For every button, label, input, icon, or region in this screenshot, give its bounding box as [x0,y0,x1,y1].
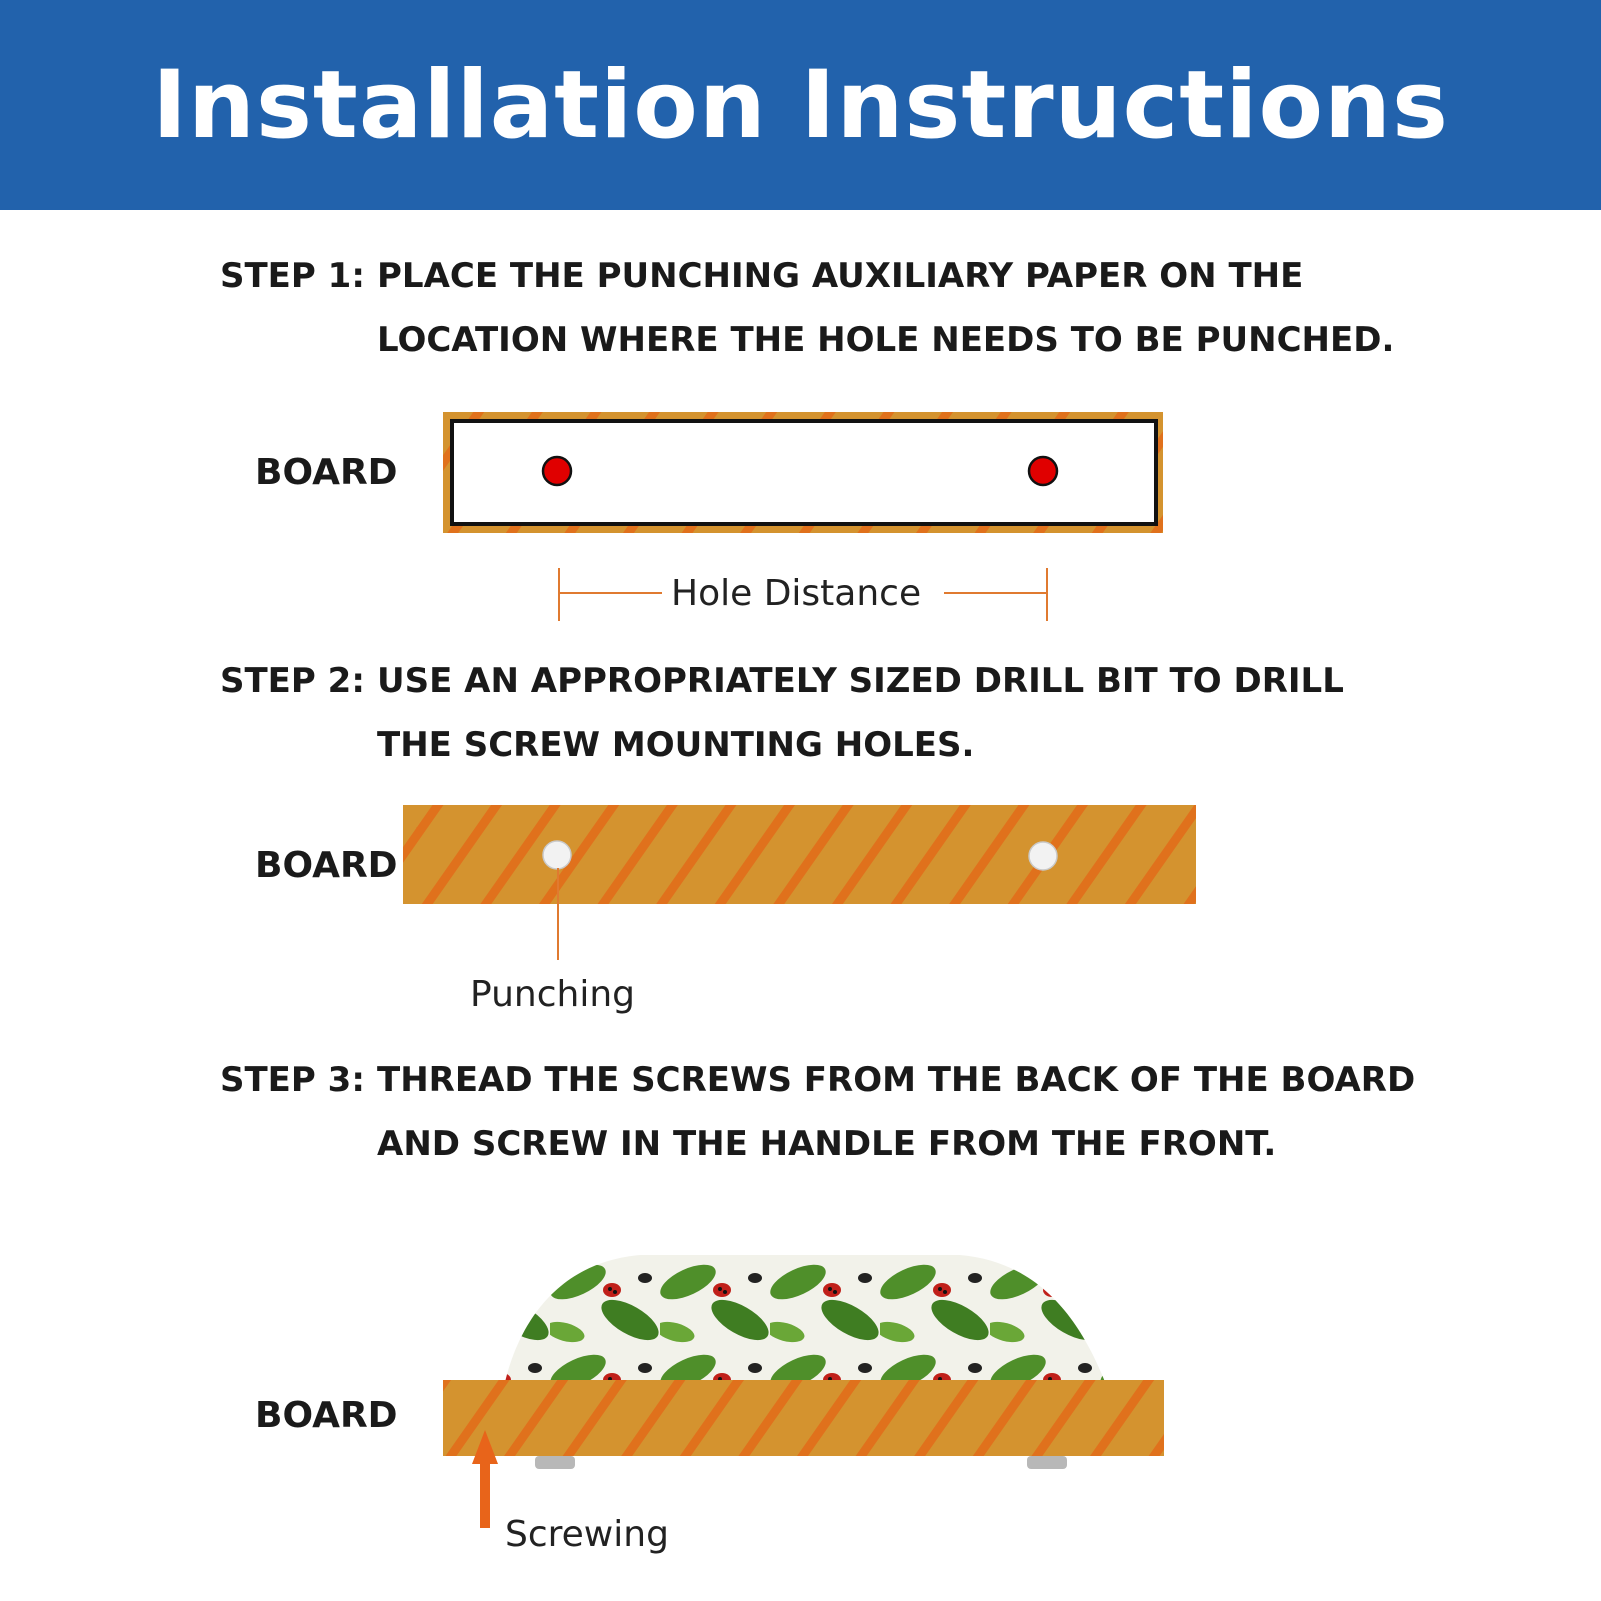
hole-mark-left [543,457,571,485]
step-2-text: USE AN APPROPRIATELY SIZED DRILL BIT TO DRILL THE SCREW MOUNTING HOLES. [377,661,1344,765]
step-3-text: THREAD THE SCREWS FROM THE BACK OF THE BOARD AND SCREW IN THE HANDLE FROM THE FRONT. [377,1060,1416,1164]
step-2-number: STEP 2: [220,661,365,701]
drilled-hole-left [543,841,571,869]
handle [505,1255,1105,1382]
screw-head-right [1027,1456,1067,1469]
diagram-step-3 [443,1255,1164,1528]
diagram-step-2 [403,805,1196,960]
screw-head-left [535,1456,575,1469]
step-1-text: PLACE THE PUNCHING AUXILIARY PAPER ON THE LOCATION WHERE THE HOLE NEEDS TO BE PUNCHED. [377,256,1395,360]
board-2 [403,805,1196,904]
punching-label: Punching [470,974,635,1015]
screwing-arrow-shaft [480,1460,490,1528]
step-3-number: STEP 3: [220,1060,365,1100]
screwing-label: Screwing [505,1514,669,1555]
drilled-hole-right [1029,842,1057,870]
step-1-number: STEP 1: [220,256,365,296]
board-3 [443,1380,1164,1456]
board-label-2: BOARD [255,845,398,886]
diagram-step-1 [443,412,1163,621]
board-label-3: BOARD [255,1395,398,1436]
hole-mark-right [1029,457,1057,485]
hole-distance-label: Hole Distance [671,573,922,614]
board-label-1: BOARD [255,452,398,493]
page-title: Installation Instructions [152,50,1449,160]
